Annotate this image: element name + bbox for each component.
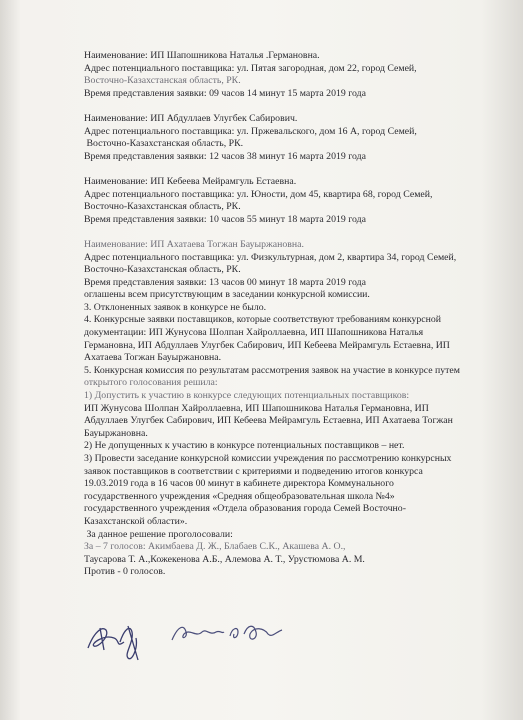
signature-2 bbox=[116, 618, 146, 666]
supplier-name: Наименование: ИП Кебеева Мейрамгуль Естаевна. bbox=[84, 175, 297, 187]
signature-3 bbox=[168, 618, 228, 648]
submission-time: Время представления заявки: 10 часов 55 минут 18 марта 2019 года bbox=[84, 213, 366, 225]
supplier-address: Адрес потенциального поставщика: ул. Пржевальского, дом 16 А, город Семей, bbox=[84, 125, 417, 137]
paragraph-line: 3. Отклоненных заявок в конкурсе не было. bbox=[84, 301, 267, 313]
supplier-region: Восточно-Казахстанская область, РК. bbox=[84, 75, 241, 87]
supplier-region: Восточно-Казахстанская область, РК. bbox=[84, 138, 244, 150]
signature-4 bbox=[226, 618, 286, 648]
paragraph-line: государственного учреждения «Средняя общеобразовательная школа №4» bbox=[84, 490, 395, 502]
paragraph-line: 5. Конкурсная комиссия по результатам рассмотрения заявок на участие в конкурсе путем bbox=[84, 364, 460, 376]
supplier-name: Наименование: ИП Шапошникова Наталья .Германовна. bbox=[84, 50, 320, 61]
supplier-address: Адрес потенциального поставщика: ул. Пятая загородная, дом 22, город Семей, bbox=[84, 62, 417, 74]
supplier-entry-2 bbox=[84, 113, 484, 163]
supplier-address: Адрес потенциального поставщика: ул. Физкультурная, дом 2, квартира 34, город Семей, bbox=[84, 251, 457, 263]
paragraph-line: документации: ИП Жунусова Шолпан Хайроллаевна, ИП Шапошникова Наталья bbox=[84, 327, 424, 339]
paragraph-line: Бауыржановна. bbox=[84, 427, 148, 439]
submission-time: Время представления заявки: 13 часов 00 минут 18 марта 2019 года bbox=[84, 276, 366, 288]
paragraph-line: Ахатаева Тогжан Бауыржановна. bbox=[84, 352, 222, 364]
supplier-region: Восточно-Казахстанская область, РК. bbox=[84, 201, 241, 213]
paragraph-line: 3) Провести заседание конкурсной комиссии учреждения по рассмотрению конкурсных bbox=[84, 453, 452, 464]
paragraph-line: Германовна, ИП Абдуллаев Улугбек Сабирович, ИП Кебеева Мейрамгуль Естаевна, ИП bbox=[84, 339, 450, 351]
paragraph-line: ИП Жунусова Шолпан Хайроллаевна, ИП Шапошникова Наталья Германовна, ИП bbox=[84, 402, 429, 414]
supplier-region: Восточно-Казахстанская область, РК. bbox=[84, 264, 241, 276]
paragraph-line: 4. Конкурсные заявки поставщиков, которые соответствуют требованиям конкурсной bbox=[84, 314, 442, 326]
paragraph-line: заявок поставщиков в соответствии с критериями и подведению итогов конкурса bbox=[84, 465, 423, 477]
submission-time: Время представления заявки: 12 часов 38 минут 16 марта 2019 года bbox=[84, 150, 366, 162]
supplier-name: Наименование: ИП Ахатаева Тогжан Бауыржановна. bbox=[84, 238, 304, 250]
supplier-address: Адрес потенциального поставщика: ул. Юности, дом 45, квартира 68, город Семей, bbox=[84, 188, 433, 200]
vote-heading: За данное решение проголосовали: bbox=[84, 528, 233, 540]
vote-against: Против - 0 голосов. bbox=[84, 566, 166, 578]
paragraph-line: государственного учреждения «Отдела образования города Семей Восточно- bbox=[84, 503, 406, 515]
supplier-entry-4 bbox=[84, 239, 484, 289]
vote-for-continued: Таусарова Т. А.,Кожекенова А.Б., Алемова А. Т., Урустюмова А. М. bbox=[84, 553, 365, 565]
paragraph-line: 1) Допустить к участию в конкурсе следующих потенциальных поставщиков: bbox=[84, 390, 410, 402]
paragraph-line: открытого голосования решила: bbox=[84, 377, 218, 389]
protocol-text bbox=[84, 289, 484, 579]
submission-time: Время представления заявки: 09 часов 14 минут 15 марта 2019 года bbox=[84, 87, 366, 99]
vote-for: За – 7 голосов: Акимбаева Д. Ж., Блабаев С.К., Акашева А. О., bbox=[84, 541, 346, 553]
paragraph-line: Абдуллаев Улугбек Сабирович, ИП Кебеева Мейрамгуль Естаевна, ИП Ахатаева Тогжан bbox=[84, 415, 453, 427]
paragraph-line: оглашены всем присутствующим в заседании конкурсной комиссии. bbox=[84, 289, 370, 301]
paragraph-line: 2) Не допущенных к участию в конкурсе потенциальных поставщиков – нет. bbox=[84, 440, 405, 452]
document-body bbox=[84, 50, 484, 579]
paragraph-line: 19.03.2019 года в 16 часов 00 минут в кабинете директора Коммунального bbox=[84, 478, 394, 490]
supplier-entry-3 bbox=[84, 176, 484, 226]
supplier-name: Наименование: ИП Абдуллаев Улугбек Сабирович. bbox=[84, 112, 298, 124]
paragraph-line: Казахстанской области». bbox=[84, 515, 188, 527]
supplier-entry-1 bbox=[84, 50, 484, 100]
